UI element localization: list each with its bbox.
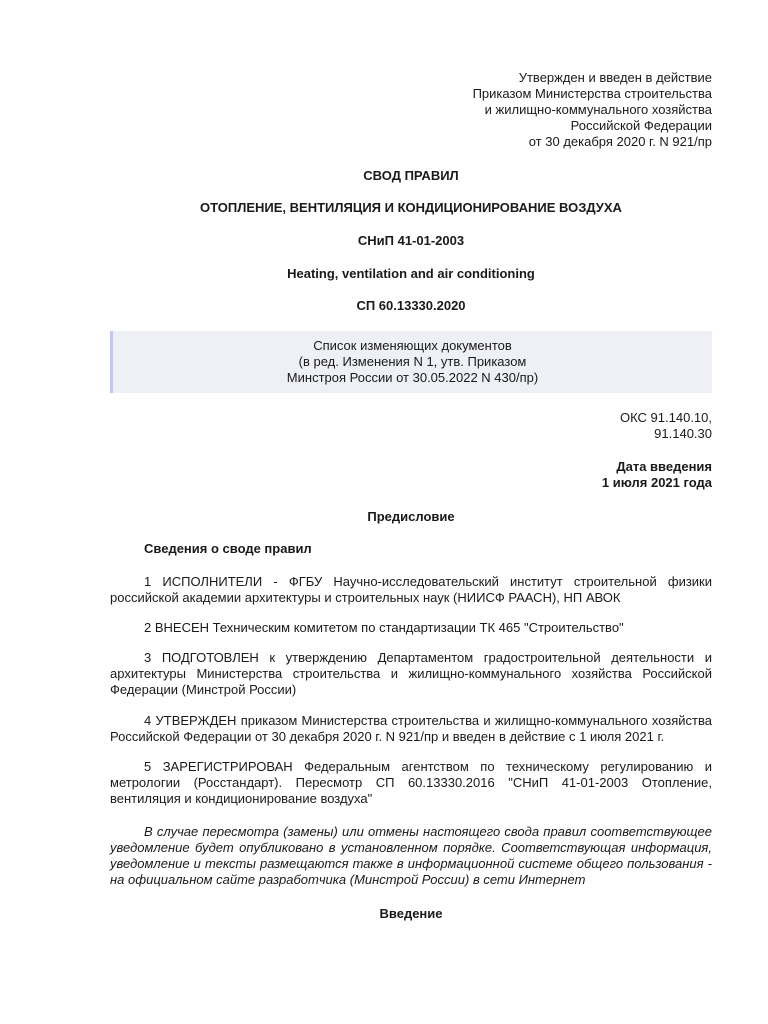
svod-heading: СВОД ПРАВИЛ: [363, 168, 459, 183]
snip-code: СНиП 41-01-2003: [357, 233, 465, 248]
changes-line: Минстроя России от 30.05.2022 N 430/пр): [286, 370, 539, 385]
foreword-item: 1 ИСПОЛНИТЕЛИ - ФГБУ Научно-исследовательский институт строительной физики российской академии архитектуры и строительных наук (НИИСФ РААСН), НП АВОК: [110, 574, 712, 605]
approval-line: и жилищно-коммунального хозяйства: [484, 102, 712, 117]
english-title: Heating, ventilation and air conditioning: [287, 266, 535, 281]
oks-block: [412, 410, 712, 442]
approval-line: от 30 декабря 2020 г. N 921/пр: [528, 134, 712, 149]
approval-line: Утвержден и введен в действие: [518, 70, 712, 85]
approval-line: Российской Федерации: [570, 118, 712, 133]
foreword-title: Предисловие: [367, 509, 455, 524]
intro-date-value: 1 июля 2021 года: [601, 475, 712, 490]
foreword-item: 4 УТВЕРЖДЕН приказом Министерства строительства и жилищно-коммунального хозяйства Российской Федерации от 30 декабря 2020 г. N 921/пр и введен в действие с 1 июля 2021 г.: [110, 713, 712, 744]
oks-line: ОКС 91.140.10,: [620, 410, 712, 425]
publication-notice: В случае пересмотра (замены) или отмены настоящего свода правил соответствующее уведомление будет опубликовано в установленном порядке. Соответствующая информация, уведомление и тексты размещаются также в информационной системе общего пользования - на официальном сайте разработчика (Минстрой России) в сети Интернет: [110, 824, 712, 887]
intro-date-label: Дата введения: [616, 459, 712, 474]
foreword-item: 2 ВНЕСЕН Техническим комитетом по стандартизации ТК 465 "Строительство": [144, 620, 624, 635]
changes-line: (в ред. Изменения N 1, утв. Приказом: [298, 354, 527, 369]
foreword-item: 3 ПОДГОТОВЛЕН к утверждению Департаментом градостроительной деятельности и архитектуры Министерства строительства и жилищно-коммунального хозяйства Российской Федерации (Минстрой России): [110, 650, 712, 697]
document-title: ОТОПЛЕНИЕ, ВЕНТИЛЯЦИЯ И КОНДИЦИОНИРОВАНИЕ ВОЗДУХА: [200, 200, 622, 215]
foreword-subtitle: Сведения о своде правил: [144, 541, 312, 556]
intro-date-block: [412, 459, 712, 491]
changes-line: Список изменяющих документов: [313, 338, 512, 353]
approval-block: [312, 70, 712, 150]
introduction-title: Введение: [379, 906, 443, 921]
sp-code: СП 60.13330.2020: [356, 298, 466, 313]
foreword-item: 5 ЗАРЕГИСТРИРОВАН Федеральным агентством по техническому регулированию и метрологии (Росстандарт). Пересмотр СП 60.13330.2016 "СНиП 41-01-2003 Отопление, вентиляция и кондиционирование воздуха": [110, 759, 712, 806]
approval-line: Приказом Министерства строительства: [472, 86, 712, 101]
changes-list-box: [110, 331, 712, 393]
oks-line: 91.140.30: [654, 426, 712, 441]
